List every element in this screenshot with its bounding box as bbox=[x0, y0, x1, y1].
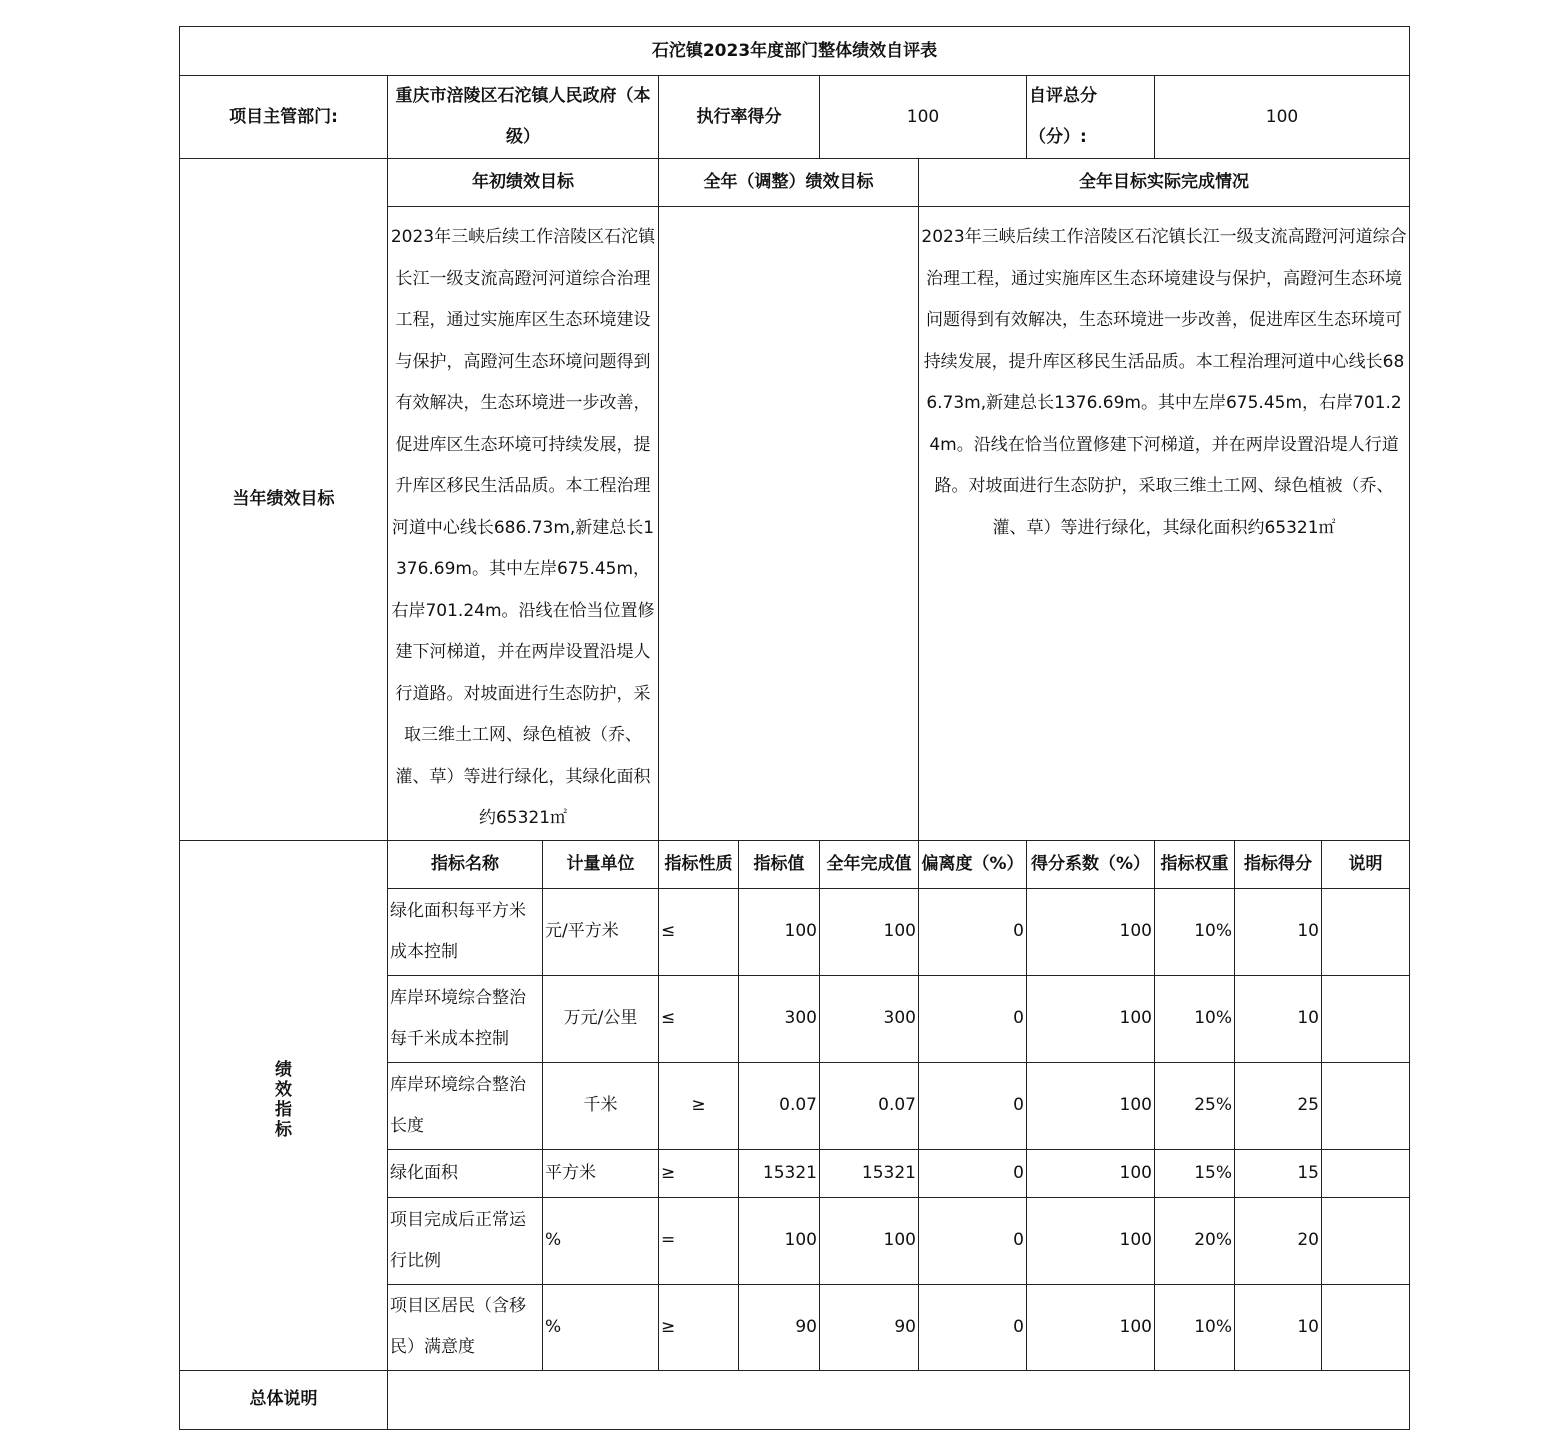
indicator-nature: ≥ bbox=[659, 1149, 739, 1197]
indicator-weight: 25% bbox=[1155, 1062, 1235, 1149]
dept-label: 项目主管部门: bbox=[180, 76, 388, 159]
self-score-value: 100 bbox=[1155, 76, 1410, 159]
indicator-name: 项目区居民（含移民）满意度 bbox=[388, 1284, 543, 1370]
indicator-unit: % bbox=[543, 1284, 659, 1370]
summary-value bbox=[388, 1370, 1410, 1429]
goals-initial-header: 年初绩效目标 bbox=[388, 159, 659, 207]
indicator-coef: 100 bbox=[1027, 888, 1155, 975]
dept-value: 重庆市涪陵区石沱镇人民政府（本级） bbox=[388, 76, 659, 159]
indicator-score: 10 bbox=[1235, 1284, 1322, 1370]
indicator-target: 100 bbox=[739, 888, 820, 975]
indicator-target: 0.07 bbox=[739, 1062, 820, 1149]
goals-adjusted-text bbox=[659, 207, 919, 841]
indicator-unit: 万元/公里 bbox=[543, 975, 659, 1062]
col-header-coef: 得分系数（%） bbox=[1027, 840, 1155, 888]
indicator-nature: ≥ bbox=[659, 1062, 739, 1149]
indicator-weight: 10% bbox=[1155, 1284, 1235, 1370]
self-score-label: 自评总分（分）: bbox=[1027, 76, 1155, 159]
col-header-target: 指标值 bbox=[739, 840, 820, 888]
exec-rate-label: 执行率得分 bbox=[659, 76, 820, 159]
indicator-deviation: 0 bbox=[919, 975, 1027, 1062]
indicator-score: 15 bbox=[1235, 1149, 1322, 1197]
indicator-deviation: 0 bbox=[919, 888, 1027, 975]
indicator-unit: % bbox=[543, 1197, 659, 1284]
indicator-name: 绿化面积每平方米成本控制 bbox=[388, 888, 543, 975]
indicator-unit: 元/平方米 bbox=[543, 888, 659, 975]
indicator-nature: ≥ bbox=[659, 1284, 739, 1370]
indicator-actual: 100 bbox=[820, 888, 919, 975]
indicator-coef: 100 bbox=[1027, 1149, 1155, 1197]
indicator-score: 20 bbox=[1235, 1197, 1322, 1284]
indicator-nature: ≤ bbox=[659, 975, 739, 1062]
performance-table bbox=[179, 26, 1410, 1430]
indicator-target: 90 bbox=[739, 1284, 820, 1370]
indicator-coef: 100 bbox=[1027, 975, 1155, 1062]
indicator-target: 100 bbox=[739, 1197, 820, 1284]
indicators-section-cell bbox=[180, 840, 388, 1370]
indicator-deviation: 0 bbox=[919, 1062, 1027, 1149]
col-header-deviation: 偏离度（%） bbox=[919, 840, 1027, 888]
indicator-name: 项目完成后正常运行比例 bbox=[388, 1197, 543, 1284]
indicator-name: 绿化面积 bbox=[388, 1149, 543, 1197]
indicator-unit: 平方米 bbox=[543, 1149, 659, 1197]
indicator-score: 10 bbox=[1235, 888, 1322, 975]
summary-label: 总体说明 bbox=[180, 1370, 388, 1429]
indicator-unit: 千米 bbox=[543, 1062, 659, 1149]
indicator-note bbox=[1322, 1149, 1410, 1197]
indicator-note bbox=[1322, 1197, 1410, 1284]
indicator-target: 300 bbox=[739, 975, 820, 1062]
indicator-actual: 90 bbox=[820, 1284, 919, 1370]
goals-section-label: 当年绩效目标 bbox=[180, 159, 388, 841]
indicator-deviation: 0 bbox=[919, 1197, 1027, 1284]
indicator-score: 25 bbox=[1235, 1062, 1322, 1149]
indicator-coef: 100 bbox=[1027, 1062, 1155, 1149]
indicator-score: 10 bbox=[1235, 975, 1322, 1062]
indicator-coef: 100 bbox=[1027, 1197, 1155, 1284]
indicator-nature: ≤ bbox=[659, 888, 739, 975]
col-header-actual: 全年完成值 bbox=[820, 840, 919, 888]
indicator-weight: 10% bbox=[1155, 888, 1235, 975]
indicators-section-label: 绩效指标 bbox=[275, 1059, 292, 1140]
indicator-note bbox=[1322, 888, 1410, 975]
indicator-name: 库岸环境综合整治长度 bbox=[388, 1062, 543, 1149]
col-header-nature: 指标性质 bbox=[659, 840, 739, 888]
indicator-weight: 20% bbox=[1155, 1197, 1235, 1284]
col-header-score: 指标得分 bbox=[1235, 840, 1322, 888]
indicator-actual: 100 bbox=[820, 1197, 919, 1284]
indicator-deviation: 0 bbox=[919, 1149, 1027, 1197]
indicator-note bbox=[1322, 1062, 1410, 1149]
col-header-weight: 指标权重 bbox=[1155, 840, 1235, 888]
indicator-deviation: 0 bbox=[919, 1284, 1027, 1370]
indicator-weight: 10% bbox=[1155, 975, 1235, 1062]
goals-initial-text: 2023年三峡后续工作涪陵区石沱镇长江一级支流高蹬河河道综合治理工程，通过实施库区生态环境建设与保护，高蹬河生态环境问题得到有效解决，生态环境进一步改善，促进库区生态环境可持续发展，提升库区移民生活品质。本工程治理河道中心线长686.73m,新建总长1376.69m。其中左岸675.45m，右岸701.24m。沿线在恰当位置修建下河梯道，并在两岸设置沿堤人行道路。对坡面进行生态防护，采取三维土工网、绿色植被（乔、灌、草）等进行绿化，其绿化面积约65321㎡ bbox=[388, 207, 659, 841]
indicator-note bbox=[1322, 975, 1410, 1062]
indicator-note bbox=[1322, 1284, 1410, 1370]
indicator-coef: 100 bbox=[1027, 1284, 1155, 1370]
indicator-actual: 15321 bbox=[820, 1149, 919, 1197]
indicator-actual: 0.07 bbox=[820, 1062, 919, 1149]
goals-actual-header: 全年目标实际完成情况 bbox=[919, 159, 1410, 207]
col-header-unit: 计量单位 bbox=[543, 840, 659, 888]
indicator-weight: 15% bbox=[1155, 1149, 1235, 1197]
indicator-actual: 300 bbox=[820, 975, 919, 1062]
col-header-note: 说明 bbox=[1322, 840, 1410, 888]
indicator-name: 库岸环境综合整治每千米成本控制 bbox=[388, 975, 543, 1062]
goals-actual-text: 2023年三峡后续工作涪陵区石沱镇长江一级支流高蹬河河道综合治理工程，通过实施库区生态环境建设与保护，高蹬河生态环境问题得到有效解决，生态环境进一步改善，促进库区生态环境可持续发展，提升库区移民生活品质。本工程治理河道中心线长686.73m,新建总长1376.69m。其中左岸675.45m，右岸701.24m。沿线在恰当位置修建下河梯道，并在两岸设置沿堤人行道路。对坡面进行生态防护，采取三维土工网、绿色植被（乔、灌、草）等进行绿化，其绿化面积约65321㎡ bbox=[919, 207, 1410, 841]
indicator-nature: = bbox=[659, 1197, 739, 1284]
goals-adjusted-header: 全年（调整）绩效目标 bbox=[659, 159, 919, 207]
exec-rate-value: 100 bbox=[820, 76, 1027, 159]
page-title: 石沱镇2023年度部门整体绩效自评表 bbox=[180, 27, 1410, 76]
col-header-name: 指标名称 bbox=[388, 840, 543, 888]
indicator-target: 15321 bbox=[739, 1149, 820, 1197]
